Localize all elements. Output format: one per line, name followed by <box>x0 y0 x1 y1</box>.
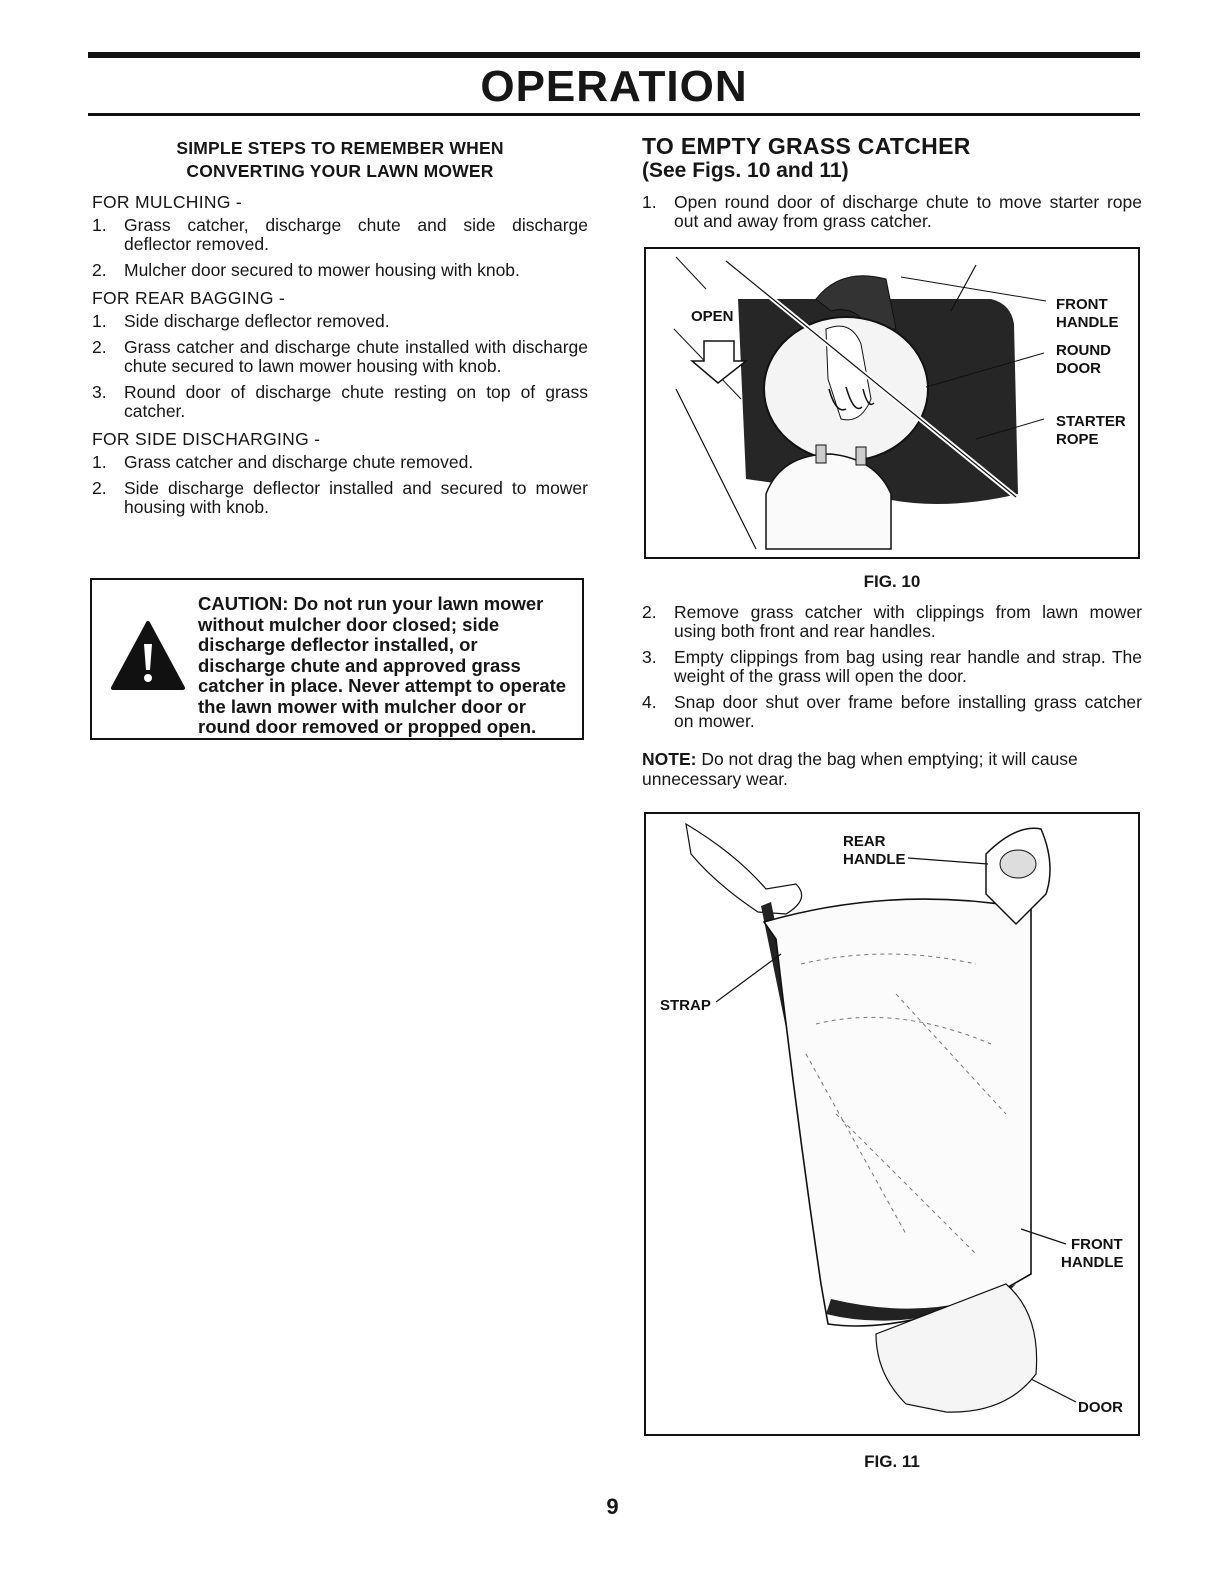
step-text: Round door of discharge chute resting on top of grass catcher. <box>124 382 588 421</box>
note <box>642 749 1142 789</box>
warning-icon <box>110 620 186 692</box>
step-text: Mulcher door secured to mower housing with knob. <box>124 260 520 280</box>
step-number: 3. <box>642 647 657 667</box>
fig11-front-label: FRONT <box>1071 1236 1123 1253</box>
fig10-caption: FIG. 10 <box>863 572 921 591</box>
fig10-round-label: ROUND <box>1056 342 1111 359</box>
step-text: Side discharge deflector removed. <box>124 311 390 331</box>
conversion-heading <box>92 137 588 183</box>
empty-step-1 <box>642 193 1142 231</box>
caution-text: CAUTION: Do not run your lawn mower without mulcher door closed; side discharge deflector installed, or discharge chute and approved grass catcher in place. Never attempt to operate the lawn mower with mulcher door or round door removed or propped open. <box>198 593 567 737</box>
figure-10-illustration <box>646 249 1138 557</box>
list-item <box>92 453 588 472</box>
step-number: 1. <box>92 311 107 331</box>
empty-steps-list <box>642 603 1142 731</box>
empty-catcher-subtitle: (See Figs. 10 and 11) <box>642 159 849 182</box>
page-number: 9 <box>606 1494 619 1519</box>
list-item <box>642 693 1142 731</box>
step-number: 2. <box>642 602 657 622</box>
caution-box <box>90 578 584 740</box>
page-title: OPERATION <box>480 62 748 111</box>
mulching-label: FOR MULCHING - <box>92 192 243 212</box>
step-number: 2. <box>92 260 107 280</box>
step-text: Grass catcher, discharge chute and side discharge deflector removed. <box>124 215 588 254</box>
list-item <box>92 383 588 421</box>
fig10-rope-label: ROPE <box>1056 431 1099 448</box>
fig11-door-label: DOOR <box>1078 1399 1123 1416</box>
step-text: Remove grass catcher with clippings from lawn mower using both front and rear handles. <box>674 602 1142 641</box>
list-item <box>92 216 588 254</box>
rear-bagging-steps <box>92 312 588 421</box>
side-discharging-label: FOR SIDE DISCHARGING - <box>92 429 321 449</box>
header-rule-top <box>88 52 1140 58</box>
list-item <box>642 648 1142 686</box>
fig11-strap-label: STRAP <box>660 997 711 1014</box>
list-item <box>92 261 588 280</box>
mulching-steps <box>92 216 588 280</box>
fig10-starter-label: STARTER <box>1056 413 1126 430</box>
fig11-rear-label: REAR <box>843 833 886 850</box>
step-number: 2. <box>92 478 107 498</box>
fig11-front-handle-label: HANDLE <box>1061 1254 1124 1271</box>
conversion-heading-line-2: CONVERTING YOUR LAWN MOWER <box>186 161 494 181</box>
step-number: 1. <box>92 215 107 235</box>
fig11-rear-handle-label: HANDLE <box>843 851 906 868</box>
right-column <box>642 133 1142 238</box>
rear-bagging-label: FOR REAR BAGGING - <box>92 288 286 308</box>
fig10-front-label: FRONT <box>1056 296 1108 313</box>
note-label: NOTE: <box>642 749 697 769</box>
header-rule-bottom <box>88 113 1140 116</box>
figure-11 <box>644 812 1140 1436</box>
list-item <box>92 479 588 517</box>
step-number: 3. <box>92 382 107 402</box>
fig10-handle-label: HANDLE <box>1056 314 1119 331</box>
note-text: Do not drag the bag when emptying; it will cause unnecessary wear. <box>642 749 1078 789</box>
figure-11-illustration <box>646 814 1138 1434</box>
empty-steps-continued <box>642 603 1142 738</box>
step-number: 2. <box>92 337 107 357</box>
list-item <box>642 603 1142 641</box>
list-item <box>92 312 588 331</box>
empty-catcher-title: TO EMPTY GRASS CATCHER <box>642 133 971 159</box>
list-item <box>642 193 1142 231</box>
left-column <box>92 137 588 524</box>
fig10-open-label: OPEN <box>691 308 734 325</box>
step-number: 1. <box>642 192 657 212</box>
conversion-heading-line-1: SIMPLE STEPS TO REMEMBER WHEN <box>176 138 504 158</box>
step-text: Open round door of discharge chute to move starter rope out and away from grass catcher. <box>674 192 1142 231</box>
fig11-caption: FIG. 11 <box>864 1452 920 1471</box>
figure-10 <box>644 247 1140 559</box>
side-discharging-steps <box>92 453 588 517</box>
fig10-door-label: DOOR <box>1056 360 1101 377</box>
step-text: Side discharge deflector installed and secured to mower housing with knob. <box>124 478 588 517</box>
step-text: Grass catcher and discharge chute removed. <box>124 452 474 472</box>
step-text: Grass catcher and discharge chute installed with discharge chute secured to lawn mower housing with knob. <box>124 337 588 376</box>
step-text: Snap door shut over frame before installing grass catcher on mower. <box>674 692 1142 731</box>
step-text: Empty clippings from bag using rear handle and strap. The weight of the grass will open the door. <box>674 647 1142 686</box>
list-item <box>92 338 588 376</box>
step-number: 1. <box>92 452 107 472</box>
step-number: 4. <box>642 692 657 712</box>
